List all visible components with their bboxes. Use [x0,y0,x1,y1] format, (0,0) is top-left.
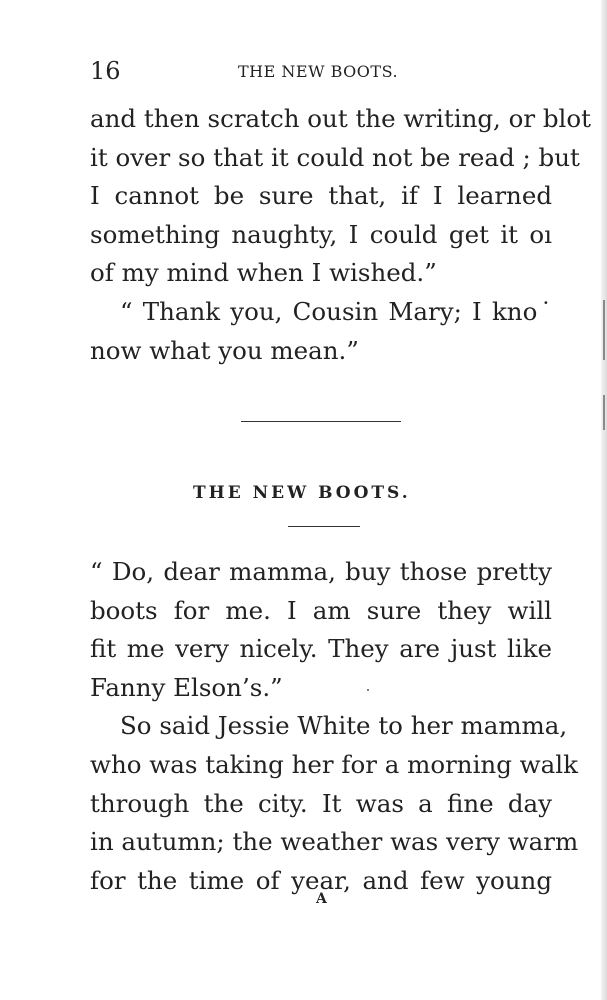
text-line: boots for me. I am sure they will [90,595,552,625]
text-line: it over so that it could not be read ; but [90,142,580,172]
section-text [90,553,579,900]
running-head [90,56,552,86]
page-edge [601,0,607,1000]
text-line: “ Do, dear mamma, buy those pretty [90,557,552,586]
continued-text [90,100,591,370]
section-divider [241,421,401,422]
edge-mark [603,395,605,430]
text-line: through the city. It was a fine day [90,788,552,818]
text-line: in autumn; the weather was very warm [90,827,579,857]
running-title: THE NEW BOOTS. [238,62,399,81]
text-line: of my mind when I wished.” [90,258,437,288]
text-line: So said Jessie White to her mamma, [120,711,568,741]
print-speck [367,689,369,691]
text-line: who was taking her for a morning walk [90,749,578,779]
edge-mark [603,300,605,360]
text-line: and then scratch out the writing, or blot [90,104,591,133]
text-line: now what you mean.” [90,335,359,365]
text-line: fit me very nicely. They are just like [90,634,552,664]
text-line: for the time of year, and few young [90,865,552,895]
text-line: I cannot be sure that, if I learned [90,181,552,211]
signature-mark: A [316,891,327,907]
title-underline [288,526,360,527]
text-line: Fanny Elson’s.” [90,672,283,702]
text-line: something naughty, I could get it oı [90,219,552,249]
section-title: THE NEW BOOTS. [193,483,411,503]
text-line: “ Thank you, Cousin Mary; I kno˙ [120,296,552,326]
page-number: 16 [90,57,121,85]
